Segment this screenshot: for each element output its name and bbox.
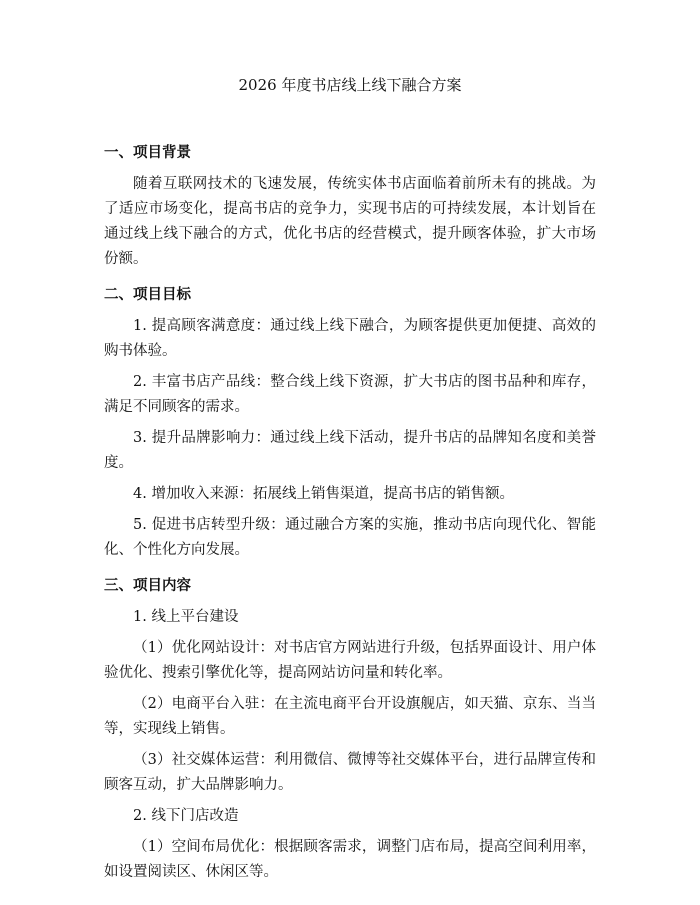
section-heading: 三、项目内容 (104, 577, 191, 594)
paragraph: 2. 线下门店改造 (133, 808, 239, 824)
section-heading: 一、项目背景 (104, 144, 191, 161)
paragraph: 随着互联网技术的飞速发展，传统实体书店面临着前所未有的挑战。为了适应市场变化，提高书店的竞争力，实现书店的可持续发展，本计划旨在通过线上线下融合的方式，优化书店的经营模式，提升顾客体验，扩大市场份额。 (104, 176, 596, 267)
paragraph: （1）优化网站设计：对书店官方网站进行升级，包括界面设计、用户体验优化、搜索引擎优化等，提高网站访问量和转化率。 (104, 640, 596, 681)
section-background (104, 142, 596, 272)
paragraph: 2. 丰富书店产品线：整合线上线下资源，扩大书店的图书品种和库存，满足不同顾客的需求。 (104, 374, 596, 415)
paragraph: 5. 促进书店转型升级：通过融合方案的实施，推动书店向现代化、智能化、个性化方向发展。 (104, 517, 596, 558)
paragraph: （2）电商平台入驻：在主流电商平台开设旗舰店，如天猫、京东、当当等，实现线上销售。 (104, 696, 596, 737)
document-title: 2026 年度书店线上线下融合方案 (238, 76, 462, 94)
paragraph: 3. 提升品牌影响力：通过线上线下活动，提升书店的品牌知名度和美誉度。 (104, 430, 596, 471)
section-goals (104, 284, 596, 563)
paragraph: 1. 线上平台建设 (133, 609, 239, 625)
paragraph: （1）空间布局优化：根据顾客需求，调整门店布局，提高空间利用率，如设置阅读区、休闲区等。 (104, 839, 596, 880)
paragraph: 1. 提高顾客满意度：通过线上线下融合，为顾客提供更加便捷、高效的购书体验。 (104, 318, 596, 359)
paragraph: （3）社交媒体运营：利用微信、微博等社交媒体平台，进行品牌宣传和顾客互动，扩大品牌影响力。 (104, 752, 596, 793)
section-content (104, 575, 596, 885)
section-heading: 二、项目目标 (104, 286, 191, 303)
paragraph: 4. 增加收入来源：拓展线上销售渠道，提高书店的销售额。 (133, 486, 514, 502)
